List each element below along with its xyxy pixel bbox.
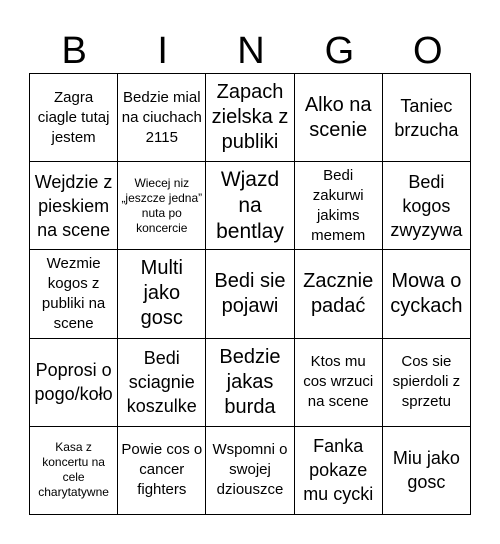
bingo-cell[interactable]: Alko na scenie	[295, 74, 383, 162]
bingo-header	[30, 28, 472, 74]
bingo-cell[interactable]: Powie cos o cancer fighters	[118, 427, 206, 515]
bingo-cell[interactable]: Wjazd na bentlay	[206, 162, 294, 250]
bingo-cell[interactable]: Bedzie jakas burda	[206, 339, 294, 427]
bingo-cell[interactable]: Kasa z koncertu na cele charytatywne	[30, 427, 118, 515]
header-letter-i: I	[157, 30, 168, 72]
bingo-cell[interactable]: Bedi sciagnie koszulke	[118, 339, 206, 427]
bingo-cell[interactable]: Zapach zielska z publiki	[206, 74, 294, 162]
bingo-cell[interactable]: Zagra ciagle tutaj jestem	[30, 74, 118, 162]
bingo-cell[interactable]: Multi jako gosc	[118, 250, 206, 338]
bingo-cell[interactable]: Wezmie kogos z publiki na scene	[30, 250, 118, 338]
header-letter-o: O	[413, 30, 443, 72]
header-letter-b: B	[61, 30, 87, 72]
bingo-cell[interactable]: Taniec brzucha	[383, 74, 471, 162]
bingo-cell[interactable]: Miu jako gosc	[383, 427, 471, 515]
bingo-cell[interactable]: Fanka pokaze mu cycki	[295, 427, 383, 515]
bingo-cell[interactable]: Wejdzie z pieskiem na scene	[30, 162, 118, 250]
bingo-cell[interactable]: Bedzie mial na ciuchach 2115	[118, 74, 206, 162]
bingo-cell[interactable]: Cos sie spierdoli z sprzetu	[383, 339, 471, 427]
header-letter-g: G	[324, 30, 355, 72]
bingo-cell[interactable]: Bedi sie pojawi	[206, 250, 294, 338]
bingo-cell[interactable]: Ktos mu cos wrzuci na scene	[295, 339, 383, 427]
bingo-cell[interactable]: Poprosi o pogo/koło	[30, 339, 118, 427]
bingo-cell[interactable]: Wiecej niz „jeszcze jedna” nuta po koncercie	[118, 162, 206, 250]
bingo-cell[interactable]: Bedi kogos zwyzywa	[383, 162, 471, 250]
bingo-grid	[29, 73, 471, 515]
bingo-cell[interactable]: Wspomni o swojej dziouszce	[206, 427, 294, 515]
bingo-cell[interactable]: Zacznie padać	[295, 250, 383, 338]
bingo-cell[interactable]: Bedi zakurwi jakims memem	[295, 162, 383, 250]
bingo-cell[interactable]: Mowa o cyckach	[383, 250, 471, 338]
header-letter-n: N	[237, 30, 265, 72]
